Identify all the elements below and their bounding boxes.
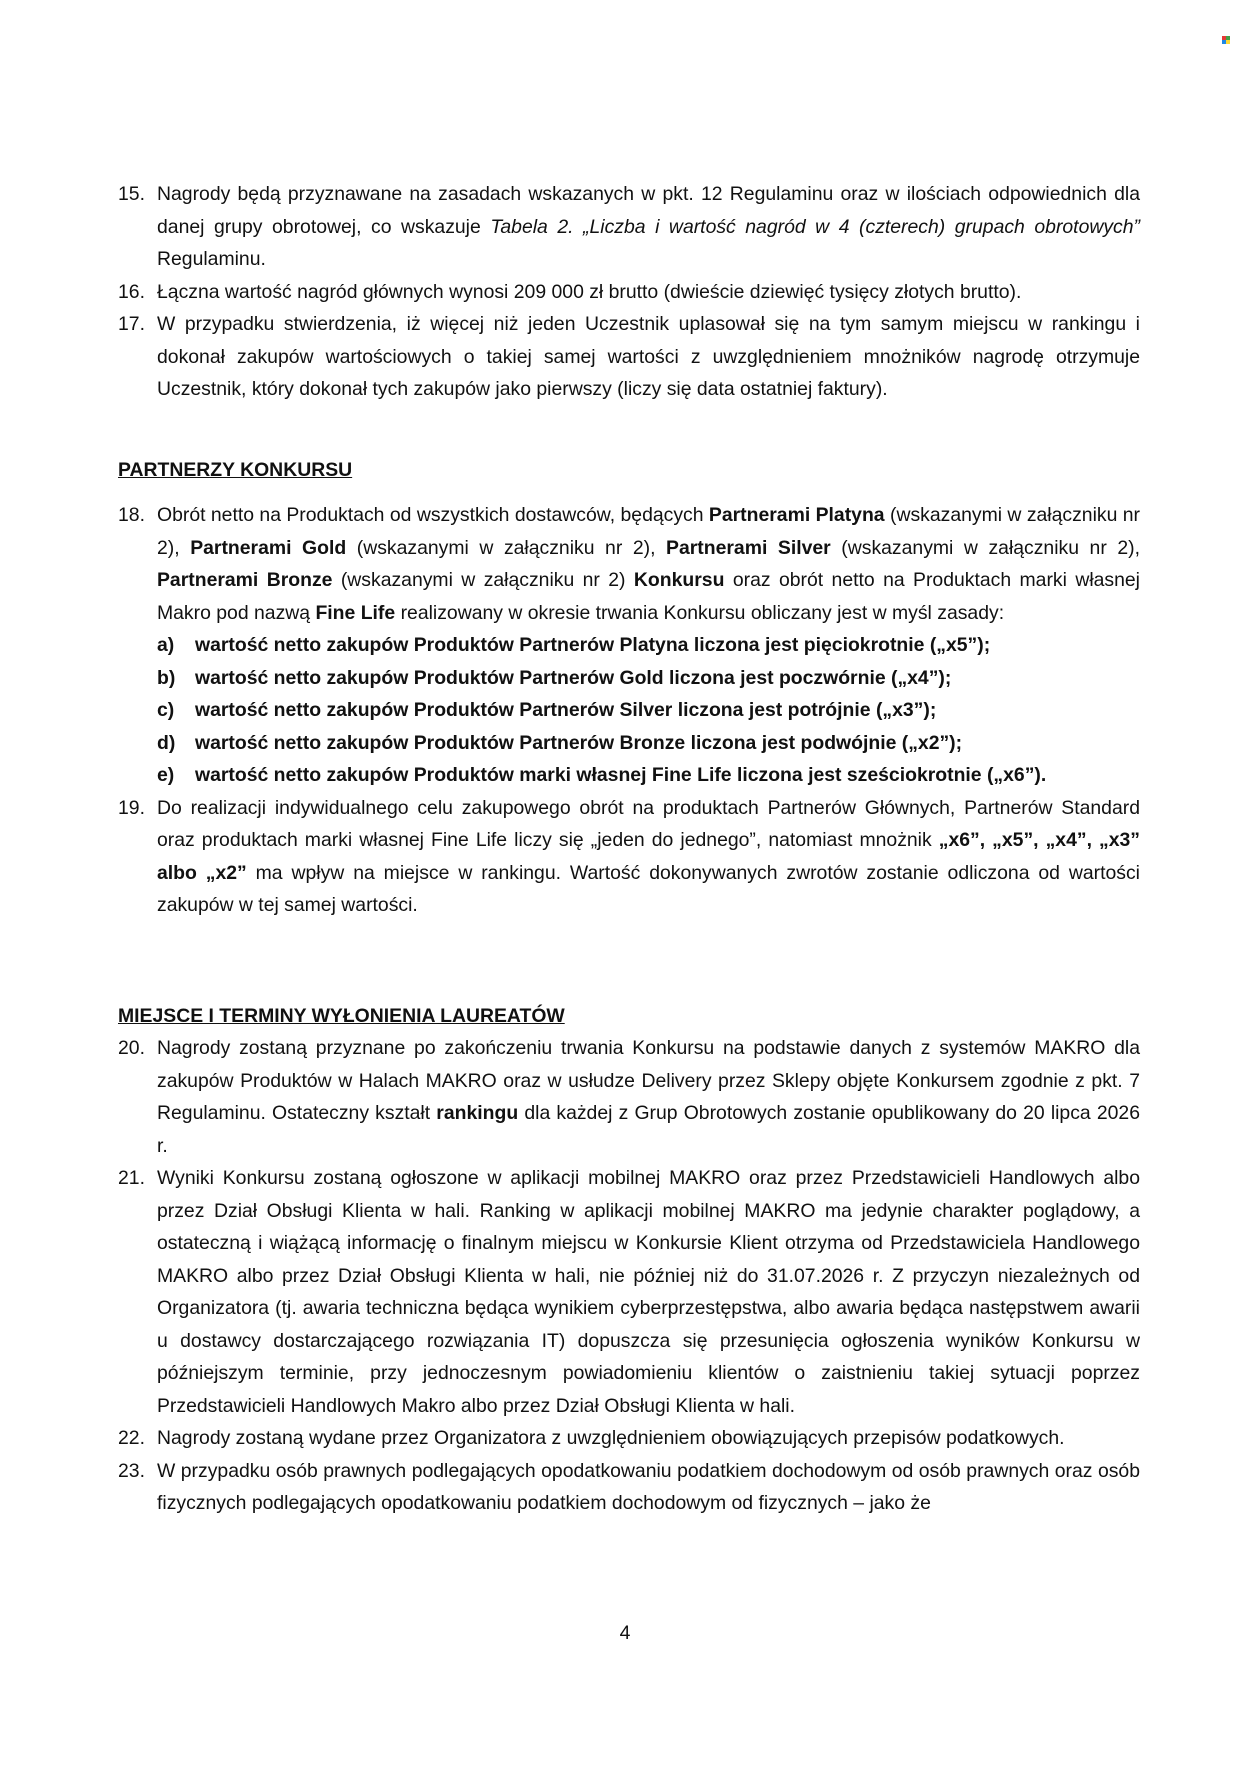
paragraph-17: 17. W przypadku stwierdzenia, iż więcej niż jeden Uczestnik uplasował się na tym samym miejscu w rankingu i dokonał zakupów wartościowych o takiej samej wartości z uwzględnieniem mnożników nagrodę otrzymuje Uczestnik, który dokonał tych zakupów jako pierwszy (liczy się data ostatniej faktury). — [118, 308, 1140, 406]
document-body — [118, 178, 1140, 1520]
section-heading-laureates: MIEJSCE I TERMINY WYŁONIENIA LAUREATÓW — [118, 1004, 565, 1027]
paragraph-20: 20. Nagrody zostaną przyznane po zakończeniu trwania Konkursu na podstawie danych z systemów MAKRO dla zakupów Produktów w Halach MAKRO oraz w usłudze Delivery przez Sklepy objęte Konkursem zgodnie z pkt. 7 Regulaminu. Ostateczny kształt rankingu dla każdej z Grup Obrotowych zostanie opublikowany do 20 lipca 2026 r. — [118, 1032, 1140, 1162]
list-item: a) wartość netto zakupów Produktów Partnerów Platyna liczona jest pięciokrotnie („x5”); — [157, 634, 991, 656]
paragraph-number: 19. — [118, 796, 145, 819]
paragraph-number: 17. — [118, 313, 145, 335]
list-item: b) wartość netto zakupów Produktów Partnerów Gold liczona jest poczwórnie („x4”); — [157, 666, 952, 689]
paragraph-number: 16. — [118, 280, 145, 303]
paragraph-number: 15. — [118, 183, 145, 205]
paragraph-21: 21. Wyniki Konkursu zostaną ogłoszone w aplikacji mobilnej MAKRO oraz przez Przedstawicieli Handlowych albo przez Dział Obsługi Klienta w hali. Ranking w aplikacji mobilnej MAKRO ma jedynie charakter poglądowy, a ostateczną i wiążącą informację o finalnym miejscu w Konkursie Klient otrzyma od Przedstawiciela Handlowego MAKRO albo przez Dział Obsługi Klienta w hali, nie później niż do 31.07.2026 r. Z przyczyn niezależnych od Organizatora (tj. awaria techniczna będąca wynikiem cyberprzestępstwa, albo awaria będąca następstwem awarii u dostawcy dostarczającego rozwiązania IT) dopuszcza się przesunięcia ogłoszenia wyników Konkursu w późniejszym terminie, przy jednoczesnym powiadomieniu klientów o zaistnieniu takiej sytuacji poprzez Przedstawicieli Handlowych Makro albo przez Dział Obsługi Klienta w hali. — [118, 1162, 1140, 1422]
paragraph-23: 23. W przypadku osób prawnych podlegających opodatkowaniu podatkiem dochodowym od osób prawnych oraz osób fizycznych podlegających opodatkowaniu podatkiem dochodowym od fizycznych – jako że — [118, 1455, 1140, 1520]
paragraph-18: 18. Obrót netto na Produktach od wszystkich dostawców, będących Partnerami Platyna (wskazanymi w załączniku nr 2), Partnerami Gold (wskazanymi w załączniku nr 2), Partnerami Silver (wskazanymi w załączniku nr 2), Partnerami Bronze (wskazanymi w załączniku nr 2) Konkursu oraz obrót netto na Produktach marki własnej Makro pod nazwą Fine Life realizowany w okresie trwania Konkursu obliczany jest w myśl zasady: a) wartość netto zakupów Produktów Partnerów Platyna liczona jest pięciokrotnie („x5”); b) wartość netto zakupów Produktów Partnerów Gold liczona jest poczwórnie („x4”); c) wartość netto zakupów Produktów Partnerów Silver liczona jest potrójnie („x3”); d) wartość netto zakupów Produktów Partnerów Bronze liczona jest podwójnie („x2”); e) wartość netto zakupów Produktów marki własnej Fine Life liczona jest sześciokrotnie („x6”). — [118, 499, 1140, 792]
paragraph-number: 23. — [118, 1459, 145, 1482]
list-item: d) wartość netto zakupów Produktów Partnerów Bronze liczona jest podwójnie („x2”); — [157, 731, 963, 754]
corner-color-mark-icon — [1222, 36, 1230, 44]
page-number: 4 — [619, 1622, 631, 1644]
paragraph-16: 16. Łączna wartość nagród głównych wynosi 209 000 zł brutto (dwieście dziewięć tysięcy złotych brutto). — [118, 276, 1140, 309]
table-reference: Tabela 2. „Liczba i wartość nagród w 4 (czterech) grupach obrotowych” — [490, 215, 1140, 238]
paragraph-number: 20. — [118, 1037, 145, 1059]
list-item: c) wartość netto zakupów Produktów Partnerów Silver liczona jest potrójnie („x3”); — [157, 699, 937, 721]
multiplier-list — [157, 629, 1140, 792]
list-item: e) wartość netto zakupów Produktów marki własnej Fine Life liczona jest sześciokrotnie („x6”). — [157, 764, 1047, 786]
paragraph-19: 19. Do realizacji indywidualnego celu zakupowego obrót na produktach Partnerów Głównych, Partnerów Standard oraz produktach marki własnej Fine Life liczy się „jeden do jednego”, natomiast mnożnik „x6”, „x5”, „x4”, „x3” albo „x2” ma wpływ na miejsce w rankingu. Wartość dokonywanych zwrotów zostanie odliczona od wartości zakupów w tej samej wartości. — [118, 792, 1140, 922]
paragraph-22: 22. Nagrody zostaną wydane przez Organizatora z uwzględnieniem obowiązujących przepisów podatkowych. — [118, 1422, 1140, 1455]
paragraph-number: 18. — [118, 504, 145, 526]
section-heading-partners: PARTNERZY KONKURSU — [118, 458, 353, 481]
paragraph-number: 22. — [118, 1427, 145, 1449]
paragraph-number: 21. — [118, 1167, 145, 1189]
paragraph-15: 15. Nagrody będą przyznawane na zasadach wskazanych w pkt. 12 Regulaminu oraz w ilościach odpowiednich dla danej grupy obrotowej, co wskazuje Tabela 2. „Liczba i wartość nagród w 4 (czterech) grupach obrotowych” Regulaminu. — [118, 178, 1140, 276]
